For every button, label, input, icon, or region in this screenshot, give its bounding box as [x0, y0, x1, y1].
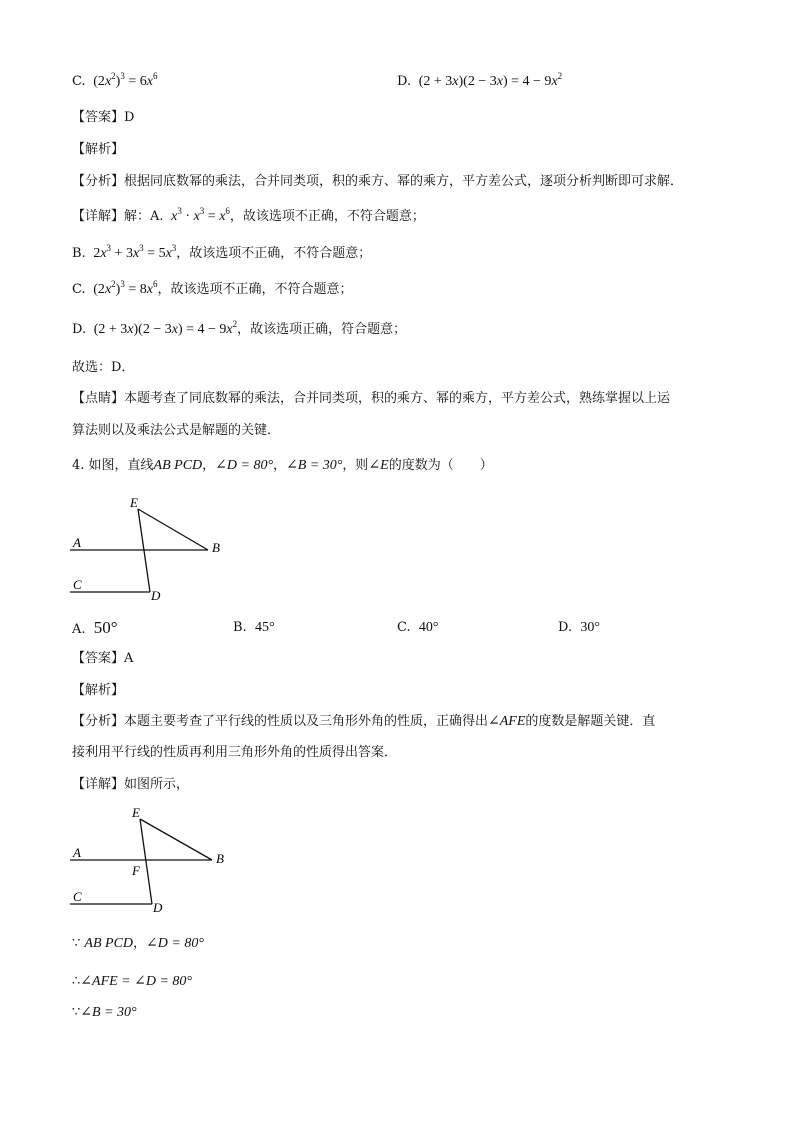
- label-e: E: [130, 495, 138, 510]
- q4-solution-figure: [68, 802, 248, 917]
- q3-detail-b-expr: $2x^3 + 3x^3 = 5x^3$: [89, 243, 177, 261]
- q3-option-c-expr: $(2x^2)^3 = 6x^6$: [89, 71, 158, 89]
- segment-eb: [138, 509, 208, 550]
- segment-ed: [140, 819, 152, 904]
- q3-detail-c: C. $(2x^2)^3 = 8x^6$，故该选项不正确，不符合题意；: [72, 279, 353, 297]
- q4-step-3: ∵∠B = 30°: [72, 1005, 137, 1020]
- q3-detail-a-expr: $x^3 \cdot x^3 = x^6$: [171, 206, 230, 224]
- label-e: E: [132, 805, 140, 820]
- q3-detail-c-expr: $(2x^2)^3 = 8x^6$: [89, 279, 158, 297]
- q4-stem: 4. 如图，直线AB PCD，∠D = 80°，∠B = 30°，则∠E的度数为（ ）: [72, 458, 493, 473]
- q3-detail-b: B. $2x^3 + 3x^3 = 5x^3$，故该选项不正确，不符合题意；: [72, 243, 372, 261]
- q3-detail-prefix: 【详解】解：A.: [72, 209, 164, 224]
- q4-option-c-value: 40°: [418, 620, 439, 635]
- segment-eb: [140, 819, 212, 860]
- q4-stem-b: ∠B = 30°: [286, 458, 343, 473]
- q3-detail-d-expr: $(2 + 3x)(2 - 3x) = 4 - 9x^2$: [90, 319, 238, 337]
- q3-answer: 【答案】D: [72, 110, 135, 125]
- q4-analysis-2: 接利用平行线的性质再利用三角形外角的性质得出答案．: [72, 745, 398, 760]
- q4-detail: 【详解】如图所示，: [72, 777, 190, 792]
- q3-option-d-expr: $(2 + 3x)(2 - 3x) = 4 - 9x^2$: [415, 71, 563, 89]
- label-d: D: [151, 588, 161, 603]
- q4-analysis-1: 【分析】本题主要考查了平行线的性质以及三角形外角的性质，正确得出∠AFE的度数是解题关键．直: [72, 714, 656, 729]
- q4-step-1: ∵ AB PCD，∠D = 80°: [72, 936, 204, 951]
- q4-jiexi: 【解析】: [72, 683, 125, 698]
- q3-analysis: 【分析】根据同底数幂的乘法，合并同类项，积的乘方、幂的乘方，平方差公式，逐项分析判断即可求解．: [72, 174, 684, 189]
- label-c: C: [73, 889, 82, 904]
- label-c: C: [73, 577, 82, 592]
- q4-option-d: D. 30°: [558, 620, 600, 635]
- q3-option-d: [397, 72, 562, 92]
- label-b: B: [216, 851, 224, 866]
- because-symbol: ∵: [72, 936, 81, 951]
- q4-option-b-value: 45°: [254, 620, 275, 635]
- because-symbol: ∵: [72, 1005, 81, 1020]
- q4-stem-d: ∠D = 80°: [215, 458, 274, 473]
- q3-comment-1: 【点睛】本题考查了同底数幂的乘法，合并同类项，积的乘方、幂的乘方，平方差公式，熟练掌握以上运: [72, 391, 671, 406]
- label-a: A: [73, 535, 81, 550]
- q4-figure: [68, 492, 248, 607]
- label-f: F: [132, 863, 140, 878]
- q3-comment-2: 算法则以及乘法公式是解题的关键．: [72, 423, 281, 438]
- q3-option-c: [72, 72, 157, 92]
- q4-option-a-value: 50°: [93, 618, 118, 637]
- q4-option-b: B. 45°: [233, 620, 275, 635]
- q4-analysis-afe: ∠AFE: [488, 714, 526, 729]
- label-b: B: [212, 540, 220, 555]
- q4-step-2: ∴∠AFE = ∠D = 80°: [72, 974, 193, 989]
- q4-option-c: C. 40°: [397, 620, 439, 635]
- q3-detail-d: D. $(2 + 3x)(2 - 3x) = 4 - 9x^2$，故该选项正确，符合题意；: [72, 319, 407, 337]
- q3-detail-a: 【详解】解：A. $x^3 \cdot x^3 = x^6$，故该选项不正确，不符合题意；: [72, 206, 425, 224]
- label-a: A: [73, 845, 81, 860]
- q4-answer: 【答案】A: [72, 651, 134, 666]
- q4-option-d-value: 30°: [580, 620, 600, 635]
- q3-choose: 故选：D．: [72, 360, 135, 375]
- q3-option-c-label: C.: [72, 74, 86, 89]
- q3-jiexi: 【解析】: [72, 142, 125, 157]
- label-d: D: [153, 900, 163, 915]
- q4-stem-e: ∠E: [368, 458, 389, 473]
- q4-stem-ab: AB PCD: [153, 458, 203, 473]
- therefore-symbol: ∴: [72, 974, 81, 989]
- q3-option-d-label: D.: [397, 74, 412, 89]
- q4-option-a: A. 50°: [72, 618, 118, 637]
